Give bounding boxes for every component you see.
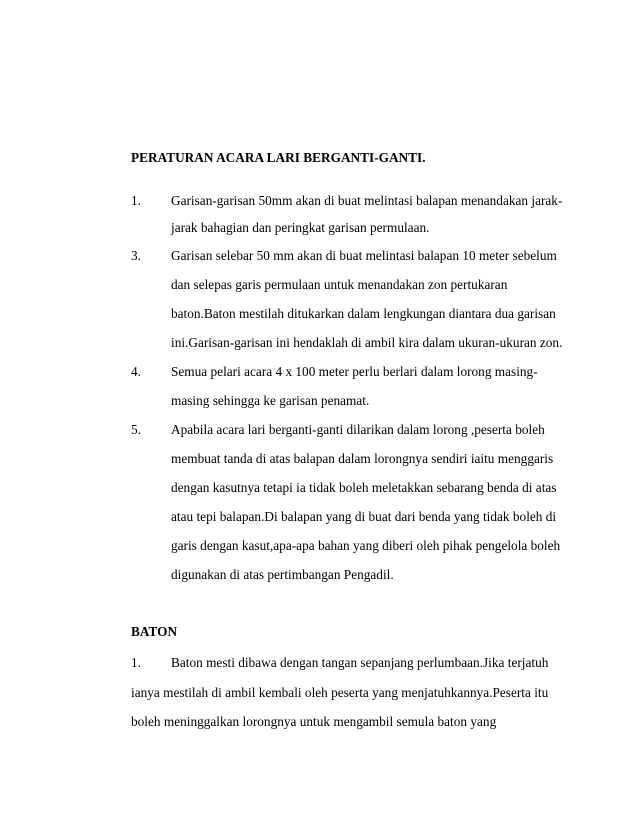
item-number: 1.: [131, 655, 141, 670]
section-heading-baton: BATON: [131, 624, 178, 639]
item-text-line: Apabila acara lari berganti-ganti dilarikan dalam lorong ,peserta boleh: [171, 422, 545, 437]
section-heading-peraturan: PERATURAN ACARA LARI BERGANTI-GANTI.: [131, 150, 426, 165]
item-text-line: garis dengan kasut,apa-apa bahan yang diberi oleh pihak pengelola boleh: [171, 538, 561, 553]
item-number: 4.: [131, 364, 141, 379]
item-text-line: Semua pelari acara 4 x 100 meter perlu berlari dalam lorong masing-: [171, 364, 538, 379]
item-text-line: Garisan-garisan 50mm akan di buat melintasi balapan menandakan jarak-: [171, 193, 563, 208]
item-text-line: ianya mestilah di ambil kembali oleh peserta yang menjatuhkannya.Peserta itu: [131, 685, 549, 700]
item-text-line: boleh meninggalkan lorongnya untuk mengambil semula baton yang: [131, 714, 497, 729]
item-number: 1.: [131, 193, 141, 208]
item-text-line: atau tepi balapan.Di balapan yang di buat dari benda yang tidak boleh di: [171, 509, 557, 524]
item-text-line: baton.Baton mestilah ditukarkan dalam lengkungan diantara dua garisan: [171, 306, 556, 321]
item-text-line: Baton mesti dibawa dengan tangan sepanjang perlumbaan.Jika terjatuh: [171, 655, 549, 670]
item-number: 3.: [131, 248, 141, 263]
item-text-line: membuat tanda di atas balapan dalam lorongnya sendiri iaitu menggaris: [171, 451, 554, 466]
item-text-line: masing sehingga ke garisan penamat.: [171, 393, 370, 408]
item-text-line: digunakan di atas pertimbangan Pengadil.: [171, 567, 394, 582]
item-text-line: dan selepas garis permulaan untuk menandakan zon pertukaran: [171, 277, 508, 292]
item-text-line: Garisan selebar 50 mm akan di buat melintasi balapan 10 meter sebelum: [171, 248, 557, 263]
item-number: 5.: [131, 422, 141, 437]
item-text-line: jarak bahagian dan peringkat garisan permulaan.: [171, 220, 430, 235]
item-text-line: ini.Garisan-garisan ini hendaklah di ambil kira dalam ukuran-ukuran zon.: [171, 335, 563, 350]
item-text-line: dengan kasutnya tetapi ia tidak boleh meletakkan sebarang benda di atas: [171, 480, 557, 495]
